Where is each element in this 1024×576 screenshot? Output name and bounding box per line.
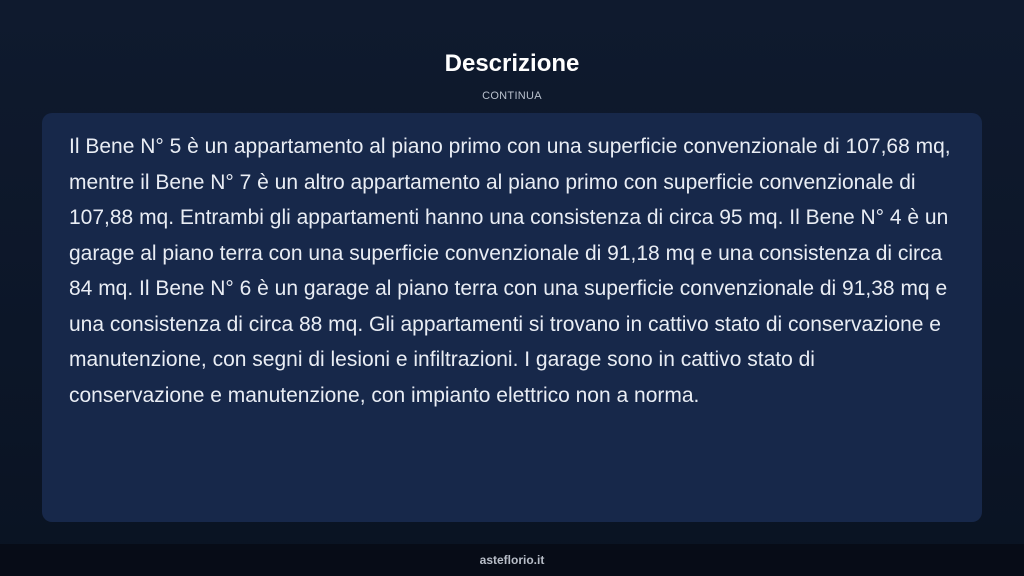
footer-site-label: asteflorio.it: [479, 553, 545, 567]
page-title: Descrizione: [444, 50, 580, 77]
description-card: [42, 113, 982, 522]
footer-bar: [0, 544, 1024, 576]
page-subtitle: CONTINUA: [482, 90, 542, 102]
description-text: Il Bene N° 5 è un appartamento al piano primo con una superficie convenzionale di 107,68 mq, mentre il Bene N° 7 è un altro appartamento al piano primo con superficie convenzionale di 107,88 mq. Entrambi gli appartamenti hanno una consistenza di circa 95 mq. Il Bene N° 4 è un garage al piano terra con una superficie convenzionale di 91,18 mq e una consistenza di circa 84 mq. Il Bene N° 6 è un garage al piano terra con una superficie convenzionale di 91,38 mq e una consistenza di circa 88 mq. Gli appartamenti si trovano in cattivo stato di conservazione e manutenzione, con segni di lesioni e infiltrazioni. I garage sono in cattivo stato di conservazione e manutenzione, con impianto elettrico non a norma.: [69, 135, 951, 407]
